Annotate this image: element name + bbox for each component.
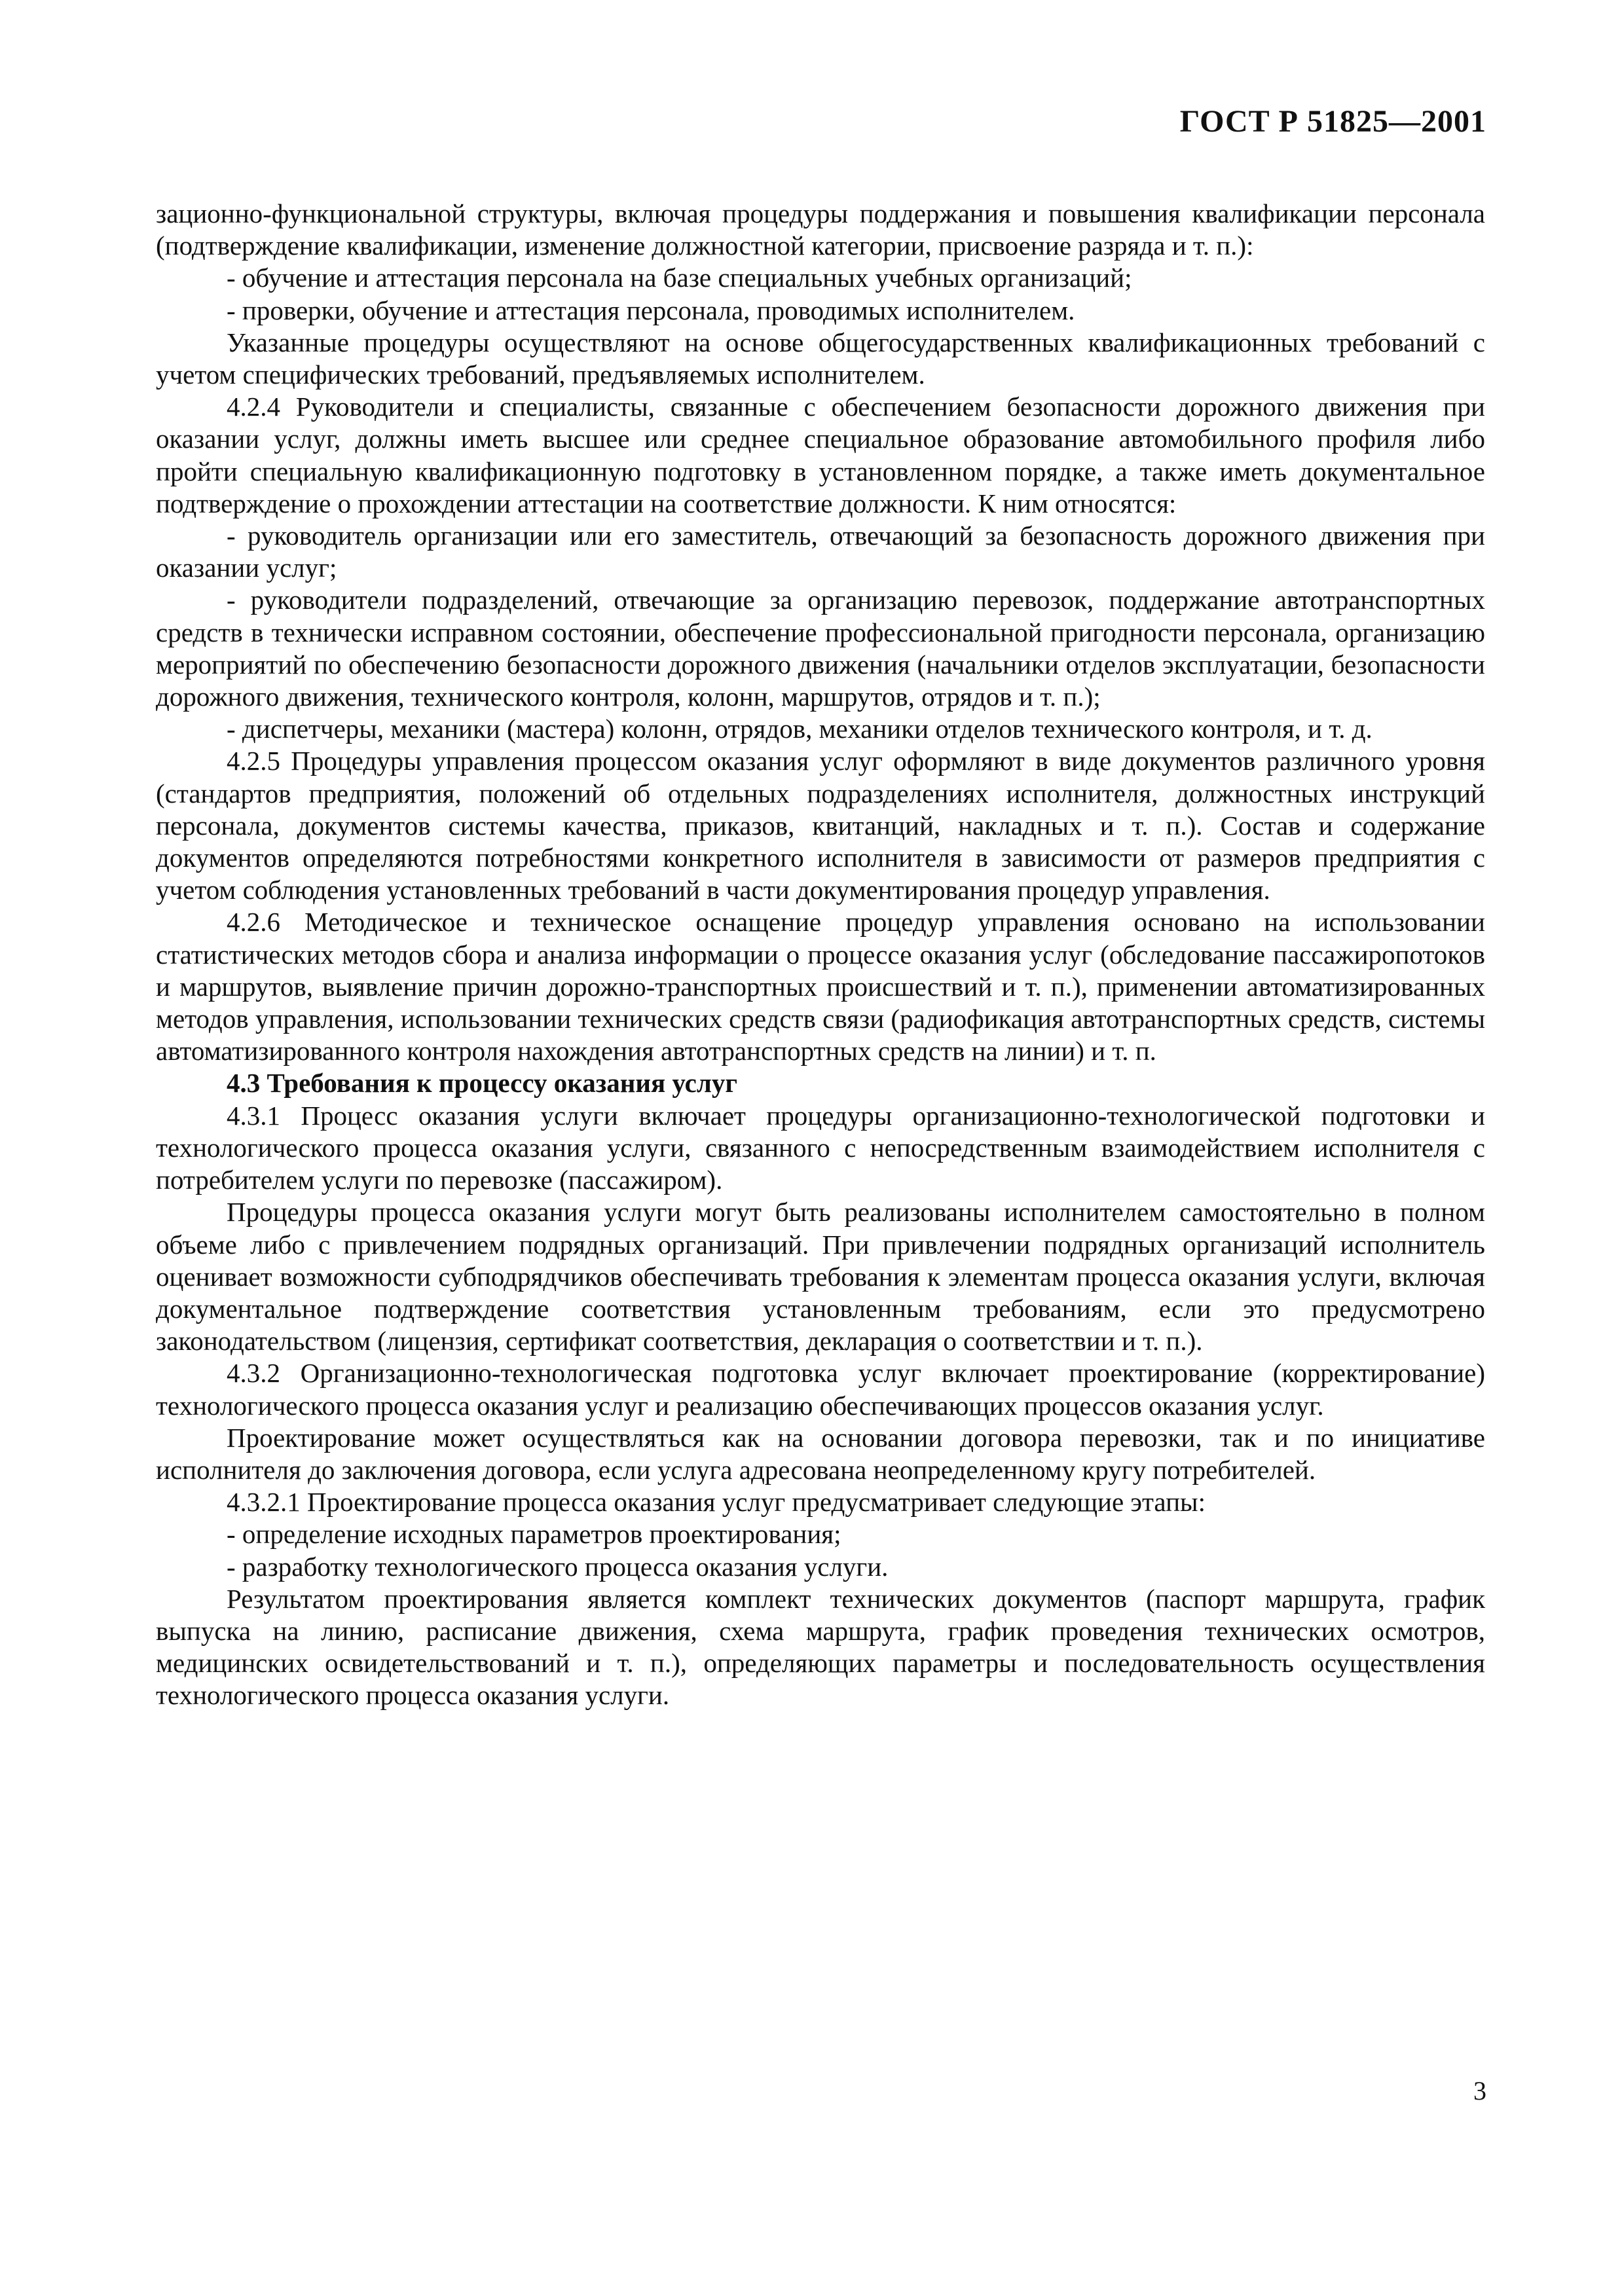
clause-4-2-6: 4.2.6 Методическое и техническое оснащение процедур управления основано на использовании статистических методов сбора и анализа информации о процессе оказания услуг (обследование пассажиропотоков и маршрутов, выявление причин дорожно-транспортных происшествий и т. п.), применении автоматизированных методов управления, использовании технических средств связи (радиофикация автотранспортных средств, системы автоматизированного контроля нахождения автотранспортных средств на линии) и т. п. bbox=[156, 907, 1485, 1066]
paragraph: Результатом проектирования является комплект технических документов (паспорт маршрута, график выпуска на линию, расписание движения, схема маршрута, график проведения технических осмотров, медицинских освидетельствований и т. п.), определяющих параметры и последовательность осуществления технологического процесса оказания услуги. bbox=[156, 1583, 1485, 1711]
document-body bbox=[156, 198, 1485, 1712]
list-item: - диспетчеры, механики (мастера) колонн, отрядов, механики отделов технического контроля, и т. д. bbox=[227, 714, 1373, 744]
paragraph: Процедуры процесса оказания услуги могут быть реализованы исполнителем самостоятельно в полном объеме либо с привлечением подрядных организаций. При привлечении подрядных организаций исполнитель оценивает возможности субподрядчиков обеспечивать требования к элементам процесса оказания услуги, включая документальное подтверждение соответствия установленным требованиям, если это предусмотрено законодательством (лицензия, сертификат соответствия, декларация о соответствии и т. п.). bbox=[156, 1197, 1485, 1357]
list-item: - определение исходных параметров проектирования; bbox=[227, 1519, 841, 1550]
document-code: ГОСТ Р 51825—2001 bbox=[1179, 104, 1486, 139]
list-item: - руководитель организации или его заместитель, отвечающий за безопасность дорожного движения при оказании услуг; bbox=[156, 520, 1485, 583]
clause-4-3-2-1: 4.3.2.1 Проектирование процесса оказания услуг предусматривает следующие этапы: bbox=[227, 1487, 1206, 1518]
list-item: - разработку технологического процесса оказания услуги. bbox=[227, 1551, 889, 1582]
list-item: - проверки, обучение и аттестация персонала, проводимых исполнителем. bbox=[227, 295, 1075, 325]
clause-4-3-2: 4.3.2 Организационно-технологическая подготовка услуг включает проектирование (корректирование) технологического процесса оказания услуг и реализацию обеспечивающих процессов оказания услуг. bbox=[156, 1358, 1485, 1421]
clause-4-2-5: 4.2.5 Процедуры управления процессом оказания услуг оформляют в виде документов различного уровня (стандартов предприятия, положений об отдельных подразделениях исполнителя, должностных инструкций персонала, документов системы качества, приказов, квитанций, накладных и т. п.). Состав и содержание документов определяются потребностями конкретного исполнителя в зависимости от размеров предприятия с учетом соблюдения установленных требований в части документирования процедур управления. bbox=[156, 746, 1485, 905]
paragraph: Проектирование может осуществляться как на основании договора перевозки, так и по инициативе исполнителя до заключения договора, если услуга адресована неопределенному кругу потребителей. bbox=[156, 1422, 1485, 1485]
paragraph: Указанные процедуры осуществляют на основе общегосударственных квалификационных требований с учетом специфических требований, предъявляемых исполнителем. bbox=[156, 327, 1485, 390]
clause-4-3-1: 4.3.1 Процесс оказания услуги включает процедуры организационно-технологической подготовки и технологического процесса оказания услуги, связанного с непосредственным взаимодействием исполнителя с потребителем услуги по перевозке (пассажиром). bbox=[156, 1100, 1485, 1195]
clause-4-2-4: 4.2.4 Руководители и специалисты, связанные с обеспечением безопасности дорожного движения при оказании услуг, должны иметь высшее или среднее специальное образование автомобильного профиля либо пройти специальную квалификационную подготовку в установленном порядке, а также иметь документальное подтверждение о прохождении аттестации на соответствие должности. К ним относятся: bbox=[156, 392, 1485, 519]
section-heading-4-3: 4.3 Требования к процессу оказания услуг bbox=[227, 1068, 737, 1099]
list-item: - руководители подразделений, отвечающие за организацию перевозок, поддержание автотранспортных средств в технически исправном состоянии, обеспечение профессиональной пригодности персонала, организацию мероприятий по обеспечению безопасности дорожного движения (начальники отделов эксплуатации, безопасности дорожного движения, технического контроля, колонн, маршрутов, отрядов и т. п.); bbox=[156, 585, 1485, 712]
page-number: 3 bbox=[1473, 2076, 1486, 2105]
list-item: - обучение и аттестация персонала на базе специальных учебных организаций; bbox=[227, 263, 1132, 293]
paragraph-continuation: зационно-функциональной структуры, включая процедуры поддержания и повышения квалификации персонала (подтверждение квалификации, изменение должностной категории, присвоение разряда и т. п.): bbox=[156, 198, 1485, 261]
